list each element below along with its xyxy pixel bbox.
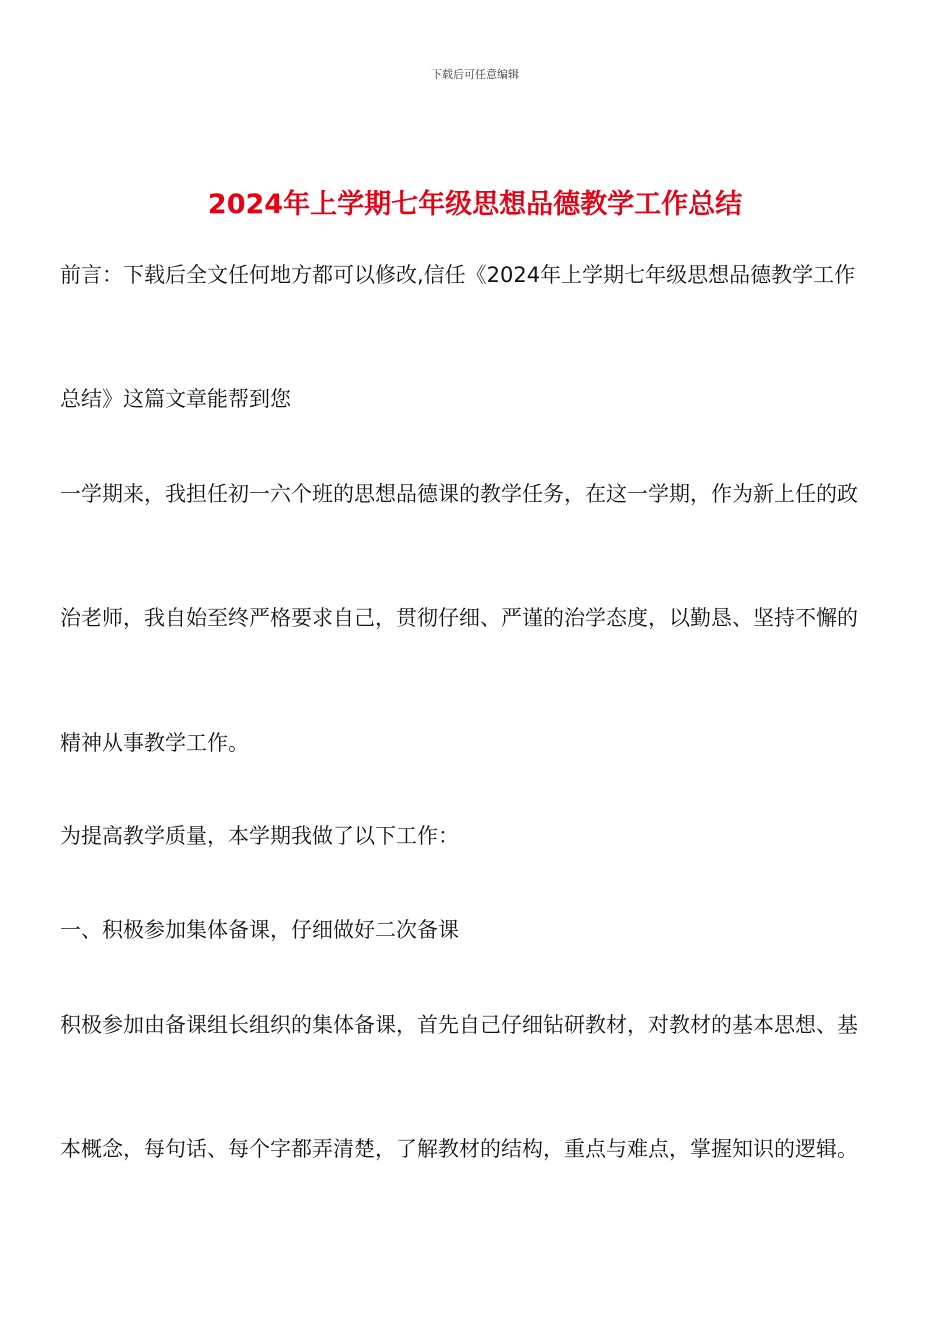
section-heading-1: 一、积极参加集体备课，仔细做好二次备课 (60, 918, 459, 942)
paragraph-1-line-2: 治老师，我自始至终严格要求自己，贯彻仔细、严谨的治学态度，以勤恳、坚持不懈的 (60, 606, 858, 630)
preface-line-2: 总结》这篇文章能帮到您 (60, 387, 291, 411)
paragraph-1-line-1: 一学期来，我担任初一六个班的思想品德课的教学任务，在这一学期，作为新上任的政 (60, 482, 858, 506)
paragraph-2: 为提高教学质量，本学期我做了以下工作： (60, 824, 459, 848)
document-title: 2024年上学期七年级思想品德教学工作总结 (207, 189, 743, 220)
page-header-note: 下载后可任意编辑 (431, 68, 519, 81)
preface-line-1: 前言：下载后全文任何地方都可以修改,信任《2024年上学期七年级思想品德教学工作 (60, 263, 856, 287)
paragraph-3-line-1: 积极参加由备课组长组织的集体备课，首先自己仔细钻研教材，对教材的基本思想、基 (60, 1013, 858, 1037)
paragraph-1-line-3: 精神从事教学工作。 (60, 731, 249, 755)
paragraph-3-line-2: 本概念，每句话、每个字都弄清楚，了解教材的结构，重点与难点，掌握知识的逻辑。 (60, 1137, 858, 1161)
